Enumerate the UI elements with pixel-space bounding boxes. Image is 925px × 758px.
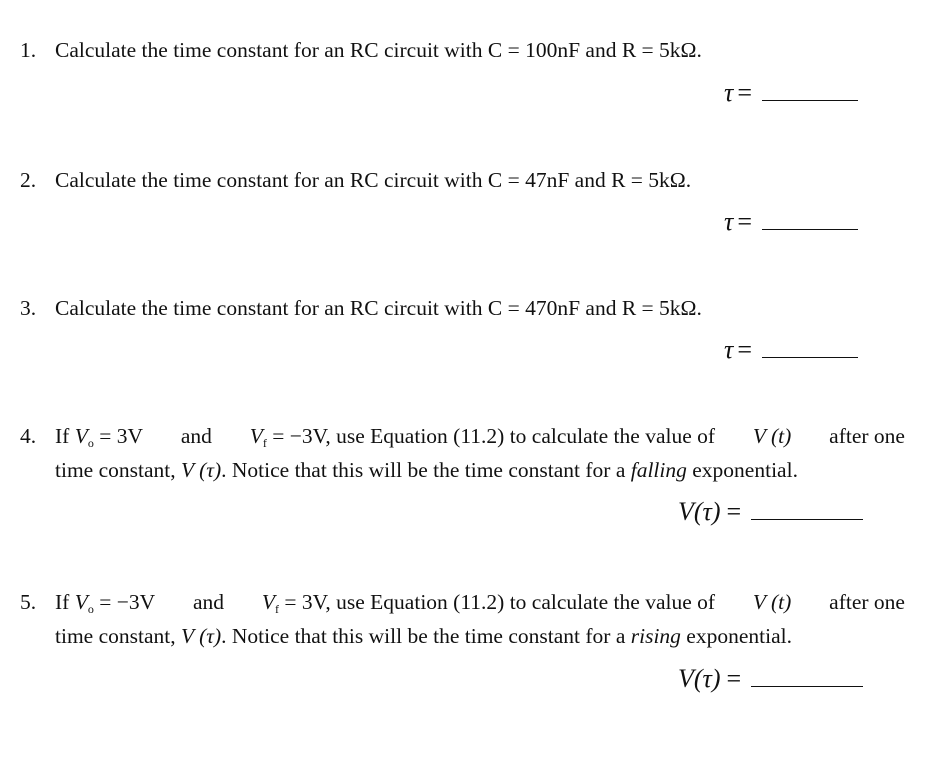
answer-blank[interactable] <box>762 99 858 101</box>
problem-line-1: If $V_o = 3V$ and $V_f = -3V$, use Equation (11.2) to calculate the value of V (t) after one <box>55 424 905 450</box>
answer-blank[interactable] <box>762 356 858 358</box>
problem-number: 4. <box>20 424 37 448</box>
answer-row <box>724 207 858 237</box>
answer-blank[interactable] <box>751 685 863 687</box>
equals-sign: = <box>726 497 742 526</box>
equals-sign: = <box>737 335 752 364</box>
answer-blank[interactable] <box>762 228 858 230</box>
emphasis-word: falling <box>630 458 687 482</box>
problem-number: 5. <box>20 590 37 614</box>
problem-number: 1. <box>20 38 37 62</box>
problem-line-2: time constant, V (τ). Notice that this will be the time constant for a falling exponential. <box>55 458 798 482</box>
answer-row <box>724 335 858 365</box>
v-tau-label: V(τ) <box>678 664 721 693</box>
problem-text: Calculate the time constant for an RC circuit with C = 470nF and R = 5kΩ. <box>55 296 702 320</box>
answer-row <box>678 664 863 694</box>
tau-label: τ <box>724 78 734 107</box>
problem-text: Calculate the time constant for an RC circuit with C = 100nF and R = 5kΩ. <box>55 38 702 62</box>
problem-line-2: time constant, V (τ). Notice that this will be the time constant for a rising exponential. <box>55 624 792 648</box>
answer-row <box>678 497 863 527</box>
equals-sign: = <box>737 78 752 107</box>
tau-label: τ <box>724 207 734 236</box>
answer-row <box>724 78 858 108</box>
equals-sign: = <box>726 664 742 693</box>
problem-line-1: If $V_o = -3V$ and $V_f = 3V$, use Equation (11.2) to calculate the value of V (t) after one <box>55 590 905 616</box>
v-symbol: V <box>74 424 88 448</box>
tau-label: τ <box>724 335 734 364</box>
equals-sign: = <box>737 207 752 236</box>
answer-blank[interactable] <box>751 518 863 520</box>
problem-number: 2. <box>20 168 37 192</box>
problem-number: 3. <box>20 296 37 320</box>
v-tau-label: V(τ) <box>678 497 721 526</box>
v-symbol: V <box>74 590 88 614</box>
emphasis-word: rising <box>630 624 681 648</box>
problem-text: Calculate the time constant for an RC circuit with C = 47nF and R = 5kΩ. <box>55 168 692 192</box>
